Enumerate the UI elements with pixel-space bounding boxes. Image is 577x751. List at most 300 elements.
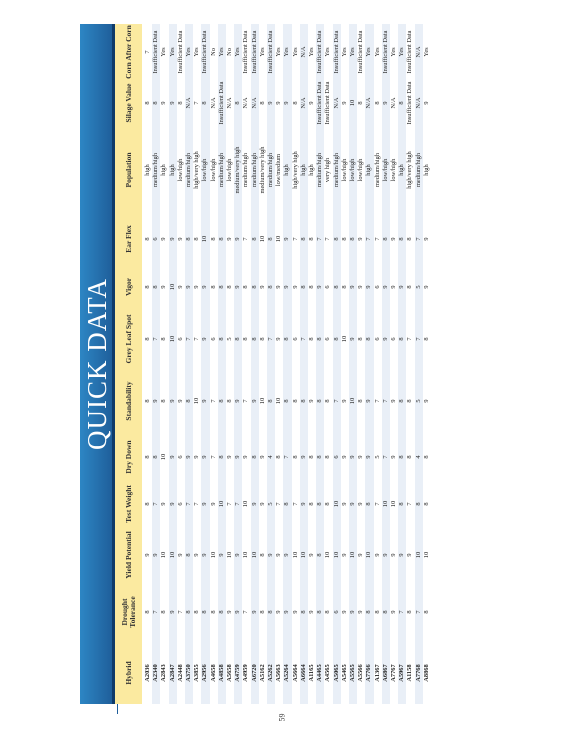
table-cell: Yes <box>422 47 430 57</box>
table-cell: 8 <box>299 399 307 403</box>
table-cell: Insufficient Data <box>316 30 324 74</box>
table-cell: 8 <box>152 455 160 459</box>
table-cell: medium/high <box>267 152 274 188</box>
table-cell: high <box>422 164 430 176</box>
column-header: Hybrid <box>123 661 133 685</box>
table-cell: 8 <box>398 337 406 341</box>
table-cell: 10 <box>422 551 430 559</box>
table-cell: 9 <box>283 285 291 289</box>
table-cell: 8 <box>185 553 192 557</box>
table-cell: Insufficient Data <box>324 81 332 125</box>
table-cell: 9 <box>201 455 209 459</box>
table-cell: 9 <box>275 101 283 105</box>
table-cell: 7 <box>406 337 414 341</box>
table-cell: 8 <box>291 399 299 403</box>
table-cell: medium/very high <box>258 146 266 194</box>
table-cell: 9 <box>176 285 184 289</box>
table-cell: 9 <box>291 610 299 614</box>
table-cell: very high <box>324 157 332 183</box>
table-cell: Yes <box>340 47 348 57</box>
table-cell: 10 <box>217 500 225 508</box>
table-cell: 8 <box>242 337 250 341</box>
table-cell: 8 <box>422 610 430 614</box>
column-header: Dry Down <box>123 440 133 474</box>
table-cell: 9 <box>283 553 291 557</box>
table-row <box>300 24 308 704</box>
table-cell: 8 <box>160 337 168 341</box>
table-cell: 7 <box>414 237 422 241</box>
table-cell: Yes <box>283 47 291 57</box>
table-cell: 9 <box>365 455 373 459</box>
table-cell: 7 <box>373 502 381 506</box>
table-cell: 8 <box>160 399 168 403</box>
table-cell: 9 <box>234 399 242 403</box>
table-cell: 7 <box>299 337 307 341</box>
table-cell: high <box>398 164 406 176</box>
table-row <box>185 24 193 704</box>
table-cell: 10 <box>258 397 266 405</box>
table-cell: 4 <box>267 455 274 459</box>
table-cell: 10 <box>349 397 356 405</box>
table-cell: 8 <box>373 610 381 614</box>
table-cell: 9 <box>357 455 365 459</box>
table-cell: 9 <box>209 502 217 506</box>
table-cell: N/A <box>299 97 307 109</box>
table-cell: 8 <box>267 610 274 614</box>
table-cell: 8 <box>144 285 151 289</box>
column-header: Test Weight <box>123 485 133 523</box>
table-cell: 8 <box>316 553 324 557</box>
column-header: Corn After Corn <box>123 25 133 79</box>
table-cell: 9 <box>193 455 201 459</box>
table-cell: Insufficient Data <box>381 30 389 74</box>
table-cell: 8 <box>398 455 406 459</box>
hybrid-name: A5065 <box>332 664 340 682</box>
table-cell: Yes <box>234 47 242 57</box>
table-cell: 7 <box>283 455 291 459</box>
table-cell: 9 <box>275 337 283 341</box>
table-cell: 9 <box>390 285 397 289</box>
table-cell: 8 <box>144 455 151 459</box>
table-cell: 10 <box>193 397 201 405</box>
table-cell: 9 <box>308 553 315 557</box>
table-cell: medium/high <box>414 152 422 188</box>
hybrid-name: A5264 <box>283 664 291 682</box>
table-cell: 9 <box>201 502 209 506</box>
table-cell: high <box>365 164 373 176</box>
table-cell: 9 <box>340 502 348 506</box>
table-cell: 8 <box>209 237 217 241</box>
table-cell: 10 <box>168 551 176 559</box>
table-cell: Yes <box>193 47 201 57</box>
table-cell: 10 <box>275 397 283 405</box>
table-cell: medium/high <box>242 152 250 188</box>
table-cell: 6 <box>390 337 397 341</box>
table-cell: 9 <box>160 237 168 241</box>
table-cell: 8 <box>234 101 242 105</box>
table-row <box>398 24 406 704</box>
table-cell: 8 <box>373 101 381 105</box>
table-cell: 10 <box>209 551 217 559</box>
table-cell: medium/high <box>152 152 160 188</box>
table-cell: Yes <box>185 47 192 57</box>
hybrid-name: A5967 <box>398 664 406 682</box>
table-cell: 7 <box>398 610 406 614</box>
table-row <box>374 24 382 704</box>
table-cell: 9 <box>340 455 348 459</box>
table-cell: 9 <box>398 553 406 557</box>
hybrid-name: A2036 <box>144 664 151 682</box>
table-cell: 8 <box>365 337 373 341</box>
table-cell: medium/high <box>316 152 324 188</box>
table-cell: No <box>209 48 217 56</box>
table-row <box>210 24 218 704</box>
table-cell: 9 <box>349 610 356 614</box>
table-cell: 8 <box>316 502 324 506</box>
table-row <box>382 24 390 704</box>
table-row <box>365 24 373 704</box>
table-cell: 9 <box>381 553 389 557</box>
table-cell: 9 <box>201 337 209 341</box>
table-cell: 10 <box>324 551 332 559</box>
table-cell: 9 <box>160 502 168 506</box>
table-cell: 8 <box>406 237 414 241</box>
table-cell: 9 <box>258 502 266 506</box>
table-cell: 9 <box>226 610 233 614</box>
table-cell: 7 <box>373 399 381 403</box>
table-cell: low/high <box>226 158 233 182</box>
hybrid-name: A8868 <box>422 664 430 682</box>
table-cell: low/medium <box>275 153 283 187</box>
table-cell: 9 <box>234 553 242 557</box>
table-cell: 8 <box>217 285 225 289</box>
table-cell: 7 <box>316 237 324 241</box>
table-cell: 6 <box>324 337 332 341</box>
table-cell: 5 <box>414 285 422 289</box>
table-cell: 9 <box>390 237 397 241</box>
table-cell: 7 <box>373 237 381 241</box>
table-cell: 7 <box>242 237 250 241</box>
table-cell: N/A <box>414 46 422 58</box>
hybrid-name: A2340 <box>152 664 160 682</box>
table-row <box>193 24 201 704</box>
table-cell: 9 <box>365 285 373 289</box>
table-cell: 7 <box>267 337 274 341</box>
table-row <box>169 24 177 704</box>
table-cell: 7 <box>185 502 192 506</box>
table-cell: 9 <box>176 399 184 403</box>
table-cell: 9 <box>299 502 307 506</box>
table-cell: 9 <box>250 399 258 403</box>
table-cell: 7 <box>324 237 332 241</box>
table-cell: 9 <box>349 337 356 341</box>
table-cell: 8 <box>357 101 365 105</box>
table-cell: 9 <box>381 337 389 341</box>
quick-data-table-frame <box>80 24 500 704</box>
table-cell: 8 <box>258 553 266 557</box>
table-cell: 8 <box>160 610 168 614</box>
page-number: 59 <box>277 713 287 722</box>
table-cell: 8 <box>144 610 151 614</box>
table-cell: 8 <box>349 237 356 241</box>
table-cell: N/A <box>390 97 397 109</box>
column-header: Yield Potential <box>123 531 133 579</box>
table-cell: 8 <box>144 101 151 105</box>
table-cell: 5 <box>226 337 233 341</box>
table-cell: medium/high <box>250 152 258 188</box>
table-cell: 7 <box>193 101 201 105</box>
table-cell: 8 <box>406 399 414 403</box>
table-cell: 6 <box>209 337 217 341</box>
table-cell: 9 <box>267 101 274 105</box>
table-row <box>415 24 423 704</box>
table-cell: Insufficient Data <box>217 81 225 125</box>
table-header <box>115 24 142 704</box>
table-cell: 8 <box>201 610 209 614</box>
table-row <box>324 24 332 704</box>
table-cell: 10 <box>168 335 176 343</box>
table-cell: 8 <box>193 610 201 614</box>
table-cell: 8 <box>398 237 406 241</box>
table-cell: Yes <box>324 47 332 57</box>
table-cell: 9 <box>340 610 348 614</box>
table-cell: 9 <box>193 553 201 557</box>
table-cell: 9 <box>176 553 184 557</box>
table-cell: 8 <box>250 337 258 341</box>
column-header: Drought Tolerance <box>119 596 137 628</box>
table-cell: 9 <box>381 101 389 105</box>
table-cell: 7 <box>226 502 233 506</box>
table-cell: 8 <box>299 237 307 241</box>
table-cell: high/very high <box>291 151 299 189</box>
table-cell: 8 <box>250 285 258 289</box>
table-cell: 8 <box>406 285 414 289</box>
table-cell: Yes <box>168 47 176 57</box>
table-cell: 8 <box>267 237 274 241</box>
column-header: Vigor <box>123 277 133 297</box>
hybrid-name: A4959 <box>242 664 250 682</box>
table-cell: 8 <box>398 502 406 506</box>
table-cell: 8 <box>324 502 332 506</box>
table-cell: 8 <box>267 285 274 289</box>
table-cell: 10 <box>332 500 340 508</box>
hybrid-name: A1165 <box>308 664 315 682</box>
table-cell: Insufficient Data <box>406 30 414 74</box>
table-cell: N/A <box>299 46 307 58</box>
table-cell: high/very high <box>406 151 414 189</box>
table-cell: 5 <box>414 399 422 403</box>
hybrid-name: A5262 <box>267 664 274 682</box>
table-cell: 10 <box>250 551 258 559</box>
table-cell: 9 <box>422 101 430 105</box>
table-cell: N/A <box>185 97 192 109</box>
table-cell: 10 <box>414 551 422 559</box>
table-cell: 8 <box>324 610 332 614</box>
table-cell: 9 <box>160 285 168 289</box>
table-cell: high/very high <box>193 151 201 189</box>
table-cell: 9 <box>422 285 430 289</box>
table-cell: 9 <box>168 101 176 105</box>
table-cell: 8 <box>152 101 160 105</box>
table-row <box>406 24 414 704</box>
table-cell: 10 <box>242 500 250 508</box>
table-row <box>201 24 209 704</box>
table-cell: 9 <box>357 502 365 506</box>
table-row <box>267 24 275 704</box>
table-cell: 8 <box>308 502 315 506</box>
table-cell: 10 <box>332 551 340 559</box>
hybrid-name: A7767 <box>390 664 397 682</box>
table-cell: Insufficient Data <box>250 30 258 74</box>
hybrid-name: A3855 <box>193 664 201 682</box>
hybrid-name: A4759 <box>234 664 242 682</box>
table-cell: 9 <box>226 455 233 459</box>
table-cell: high <box>160 164 168 176</box>
table-cell: 8 <box>316 610 324 614</box>
table-cell: 9 <box>406 553 414 557</box>
table-cell: 8 <box>185 610 192 614</box>
table-cell: 9 <box>373 553 381 557</box>
table-cell: 7 <box>275 502 283 506</box>
table-cell: 9 <box>349 455 356 459</box>
table-cell: 7 <box>152 337 160 341</box>
table-cell: 8 <box>209 610 217 614</box>
table-cell: 9 <box>283 610 291 614</box>
table-cell: 10 <box>291 551 299 559</box>
table-cell: 9 <box>152 553 160 557</box>
table-cell: 8 <box>414 502 422 506</box>
table-cell: 9 <box>234 285 242 289</box>
table-cell: 10 <box>275 235 283 243</box>
table-cell: Yes <box>291 47 299 57</box>
table-cell: 8 <box>332 237 340 241</box>
table-cell: 8 <box>398 101 406 105</box>
table-cell: 7 <box>193 337 201 341</box>
table-cell: 8 <box>324 399 332 403</box>
table-cell: 6 <box>373 337 381 341</box>
table-cell: 8 <box>250 455 258 459</box>
table-cell: 9 <box>234 237 242 241</box>
table-cell: 9 <box>176 237 184 241</box>
table-cell: 8 <box>217 237 225 241</box>
table-cell: 8 <box>340 285 348 289</box>
table-cell: 9 <box>152 399 160 403</box>
hybrid-name: A6867 <box>381 664 389 682</box>
table-cell: 9 <box>365 399 373 403</box>
table-cell: 8 <box>176 101 184 105</box>
table-cell: Yes <box>365 47 373 57</box>
table-cell: 7 <box>332 399 340 403</box>
table-cell: 8 <box>152 285 160 289</box>
table-cell: 9 <box>357 553 365 557</box>
table-cell: 8 <box>283 502 291 506</box>
table-cell: 9 <box>258 455 266 459</box>
table-cell: 7 <box>209 455 217 459</box>
table-cell: 9 <box>308 399 315 403</box>
table-cell: 9 <box>308 101 315 105</box>
table-cell: 8 <box>308 237 315 241</box>
table-cell: 7 <box>381 455 389 459</box>
table-cell: 9 <box>390 399 397 403</box>
table-cell: 9 <box>357 610 365 614</box>
table-cell: Yes <box>275 47 283 57</box>
table-cell: 10 <box>349 551 356 559</box>
table-cell: N/A <box>242 97 250 109</box>
table-cell: 8 <box>291 101 299 105</box>
table-cell: 6 <box>152 237 160 241</box>
table-cell: N/A <box>332 97 340 109</box>
table-cell: low/high <box>340 158 348 182</box>
table-cell: 7 <box>209 399 217 403</box>
table-cell: 9 <box>267 553 274 557</box>
table-cell: 9 <box>349 285 356 289</box>
table-cell: 9 <box>299 455 307 459</box>
table-cell: high <box>168 164 176 176</box>
table-cell: 9 <box>390 455 397 459</box>
table-cell: 9 <box>201 399 209 403</box>
column-header: Grey Leaf Spot <box>123 314 133 364</box>
table-cell: 9 <box>144 553 151 557</box>
table-cell: 9 <box>349 502 356 506</box>
table-cell: 8 <box>422 337 430 341</box>
table-cell: Yes <box>373 47 381 57</box>
table-cell: 8 <box>267 399 274 403</box>
table-cell: 7 <box>234 502 242 506</box>
table-row <box>218 24 226 704</box>
table-cell: Insufficient Data <box>332 30 340 74</box>
table-cell: 9 <box>381 285 389 289</box>
column-header: Silage Value <box>123 83 133 123</box>
table-cell: 8 <box>217 455 225 459</box>
table-cell: 7 <box>365 237 373 241</box>
table-cell: 5 <box>373 455 381 459</box>
table-cell: low/high <box>349 158 356 182</box>
table-cell: 9 <box>275 285 283 289</box>
table-cell: 8 <box>422 502 430 506</box>
table-cell: 8 <box>406 610 414 614</box>
table-cell: Insufficient Data <box>267 30 274 74</box>
table-row <box>333 24 341 704</box>
table-cell: 8 <box>381 237 389 241</box>
table-cell: Insufficient Data <box>242 30 250 74</box>
table-cell: 9 <box>283 101 291 105</box>
table-cell: 9 <box>340 553 348 557</box>
table-cell: 9 <box>250 502 258 506</box>
table-cell: 6 <box>324 285 332 289</box>
table-cell: 7 <box>291 237 299 241</box>
table-cell: 9 <box>168 610 176 614</box>
table-cell: 8 <box>299 285 307 289</box>
table-cell: 6 <box>332 610 340 614</box>
table-row <box>275 24 283 704</box>
table-cell: Insufficient Data <box>357 30 365 74</box>
table-cell: 9 <box>168 502 176 506</box>
hybrid-name: A5565 <box>349 664 356 682</box>
table-cell: 9 <box>234 610 242 614</box>
column-header: Ear Flex <box>123 225 133 253</box>
table-cell: 8 <box>283 399 291 403</box>
table-cell: 8 <box>217 337 225 341</box>
table-cell: 10 <box>226 551 233 559</box>
table-cell: 9 <box>193 285 201 289</box>
table-cell: 8 <box>283 337 291 341</box>
table-cell: medium/high <box>185 152 192 188</box>
table-row <box>242 24 250 704</box>
table-cell: N/A <box>250 97 258 109</box>
hybrid-name: A6720 <box>250 664 258 682</box>
table-cell: 8 <box>308 337 315 341</box>
table-cell: 10 <box>349 99 356 107</box>
